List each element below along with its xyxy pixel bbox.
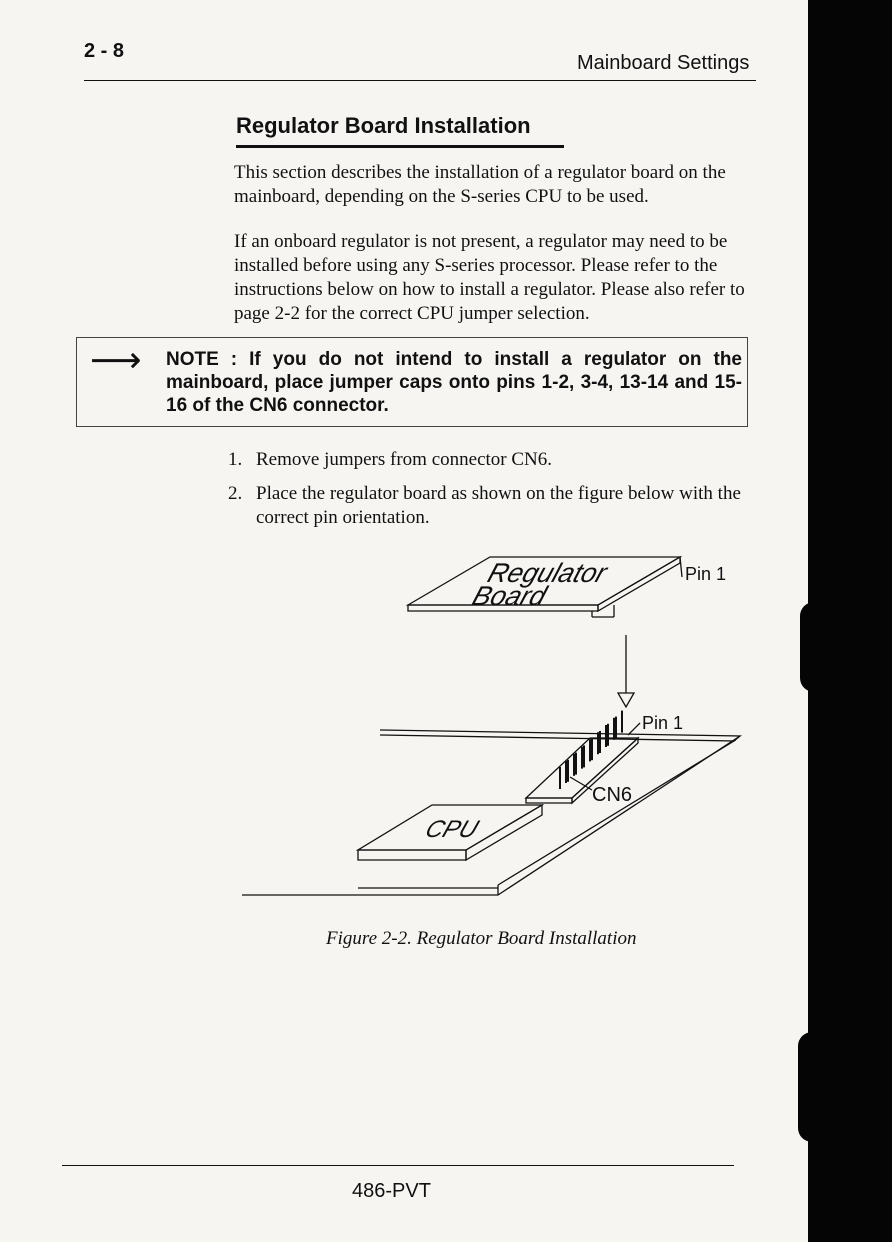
step-text: Remove jumpers from connector CN6. — [256, 449, 553, 470]
cpu-label: CPU — [421, 816, 482, 843]
footer-rule — [62, 1165, 734, 1166]
pin1-label-bottom: Pin 1 — [642, 713, 684, 733]
pin1-label-top: Pin 1 — [685, 564, 727, 584]
section-heading: Regulator Board Installation — [236, 113, 531, 138]
mainboard — [242, 730, 740, 895]
section-title: Mainboard Settings — [577, 52, 750, 74]
binding-notch-upper — [800, 602, 816, 692]
step-number: 1. — [228, 449, 243, 470]
cn6-label: CN6 — [592, 784, 633, 806]
down-arrow-icon — [618, 635, 634, 707]
figure-caption: Figure 2-2. Regulator Board Installation — [326, 928, 637, 949]
note-text: NOTE : If you do not intend to install a regulator on the mainboard, place jumper caps onto pins 1-2, 3-4, 13-14 and 15-16 of the CN6 connector. — [166, 349, 742, 416]
regulator-label-line2: Board — [468, 580, 551, 611]
heading-underline — [236, 145, 564, 148]
list-item — [228, 448, 758, 472]
steps-list — [228, 448, 758, 540]
binding-notch-lower — [798, 1032, 816, 1142]
connector-pins — [560, 711, 622, 789]
intro-paragraph: This section describes the installation of a regulator board on the mainboard, depending on the S-series CPU to be used. — [234, 162, 726, 207]
pin1-leader-top — [680, 557, 682, 577]
right-arrow-icon: ⟶ — [90, 340, 142, 381]
list-item — [228, 482, 758, 530]
header-rule — [84, 80, 756, 81]
step-number: 2. — [228, 483, 243, 504]
step-text: Place the regulator board as shown on the figure below with the correct pin orientation. — [256, 483, 741, 528]
installation-diagram — [230, 545, 750, 915]
footer-model: 486-PVT — [352, 1180, 431, 1202]
regulator-label-line1: Regulator — [484, 557, 611, 588]
scan-dark-edge — [808, 0, 892, 1242]
page-number: 2 - 8 — [84, 40, 125, 62]
instructions-paragraph: If an onboard regulator is not present, a regulator may need to be installed before using any S-series processor. Please refer to the instructions below on how to install a regulator. Please also refer to page 2-2 for the correct CPU jumper selection. — [234, 231, 745, 324]
pin1-leader-bottom — [628, 723, 640, 735]
